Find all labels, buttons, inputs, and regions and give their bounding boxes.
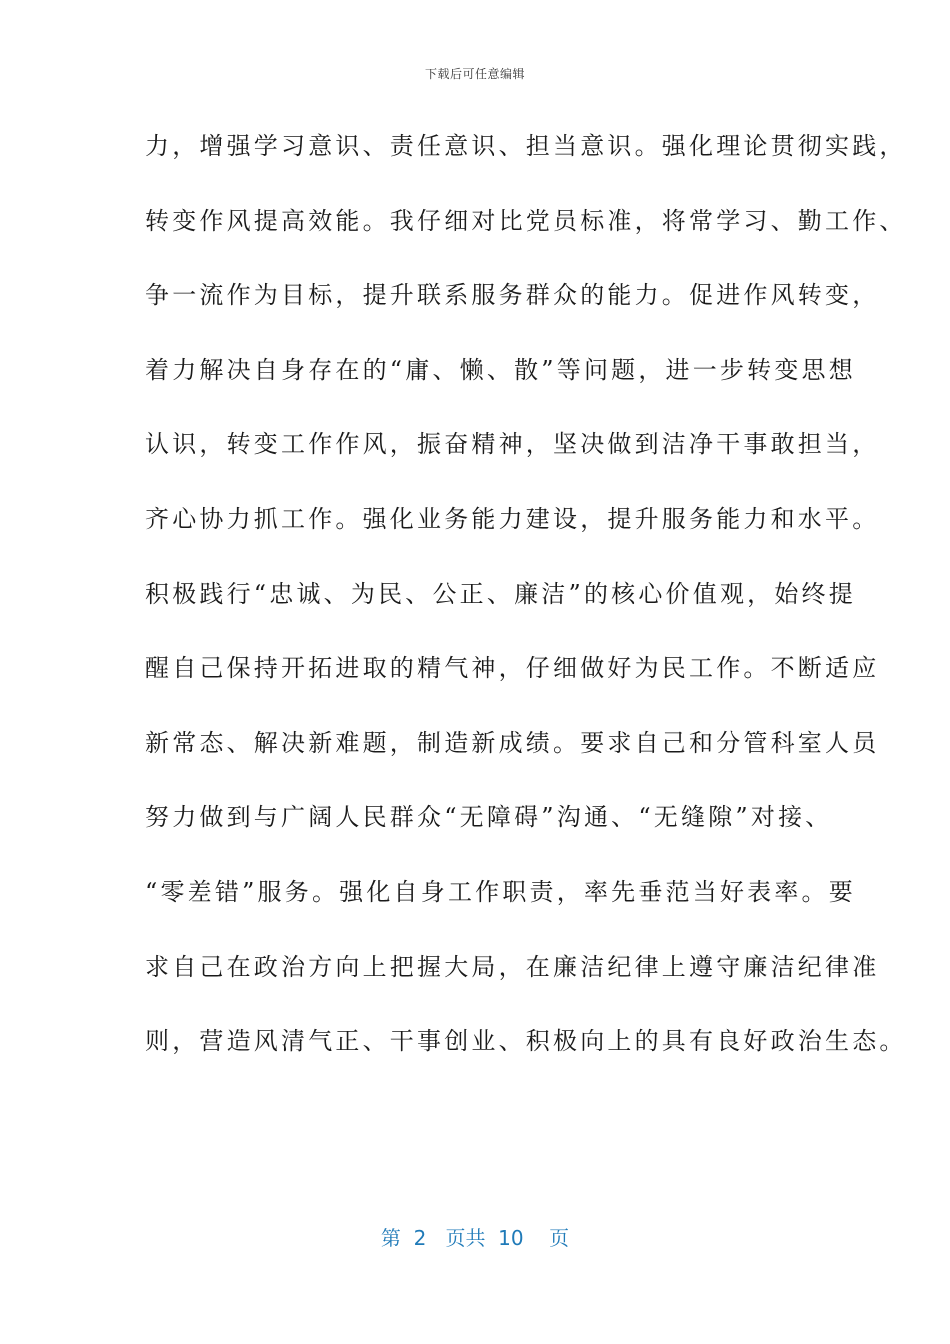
page-footer: [0, 1224, 950, 1252]
body-line: 认识，转变工作作风，振奋精神，坚决做到洁净干事敢担当，: [145, 430, 880, 459]
page-header: 下载后可任意编辑: [424, 67, 525, 81]
page-label-suffix: 页: [549, 1226, 570, 1250]
body-line: 着力解决自身存在的“庸、懒、散”等问题，进一步转变思想: [145, 355, 856, 384]
page-label-middle: 页共: [445, 1226, 486, 1250]
body-line: “零差错”服务。强化自身工作职责，率先垂范当好表率。要: [145, 877, 856, 906]
current-page-number: 2: [413, 1226, 427, 1250]
body-line: 积极践行“忠诚、为民、公正、廉洁”的核心价值观，始终提: [145, 579, 856, 608]
page-label-prefix: 第: [380, 1226, 401, 1250]
body-line: 则，营造风清气正、干事创业、积极向上的具有良好政治生态。: [145, 1027, 907, 1056]
body-line: 争一流作为目标，提升联系服务群众的能力。促进作风转变，: [145, 281, 880, 310]
body-line: 转变作风提高效能。我仔细对比党员标准，将常学习、勤工作、: [145, 206, 907, 235]
total-pages-number: 10: [498, 1226, 524, 1250]
body-line: 新常态、解决新难题，制造新成绩。要求自己和分管科室人员: [145, 728, 880, 757]
document-body: [145, 124, 907, 1094]
body-line: 齐心协力抓工作。强化业务能力建设，提升服务能力和水平。: [145, 504, 880, 533]
body-line: 努力做到与广阔人民群众“无障碍”沟通、“无缝隙”对接、: [145, 803, 833, 832]
body-line: 力，增强学习意识、责任意识、担当意识。强化理论贯彻实践，: [145, 132, 907, 160]
body-line: 求自己在政治方向上把握大局，在廉洁纪律上遵守廉洁纪律准: [145, 952, 880, 981]
body-line: 醒自己保持开拓进取的精气神，仔细做好为民工作。不断适应: [145, 654, 880, 683]
